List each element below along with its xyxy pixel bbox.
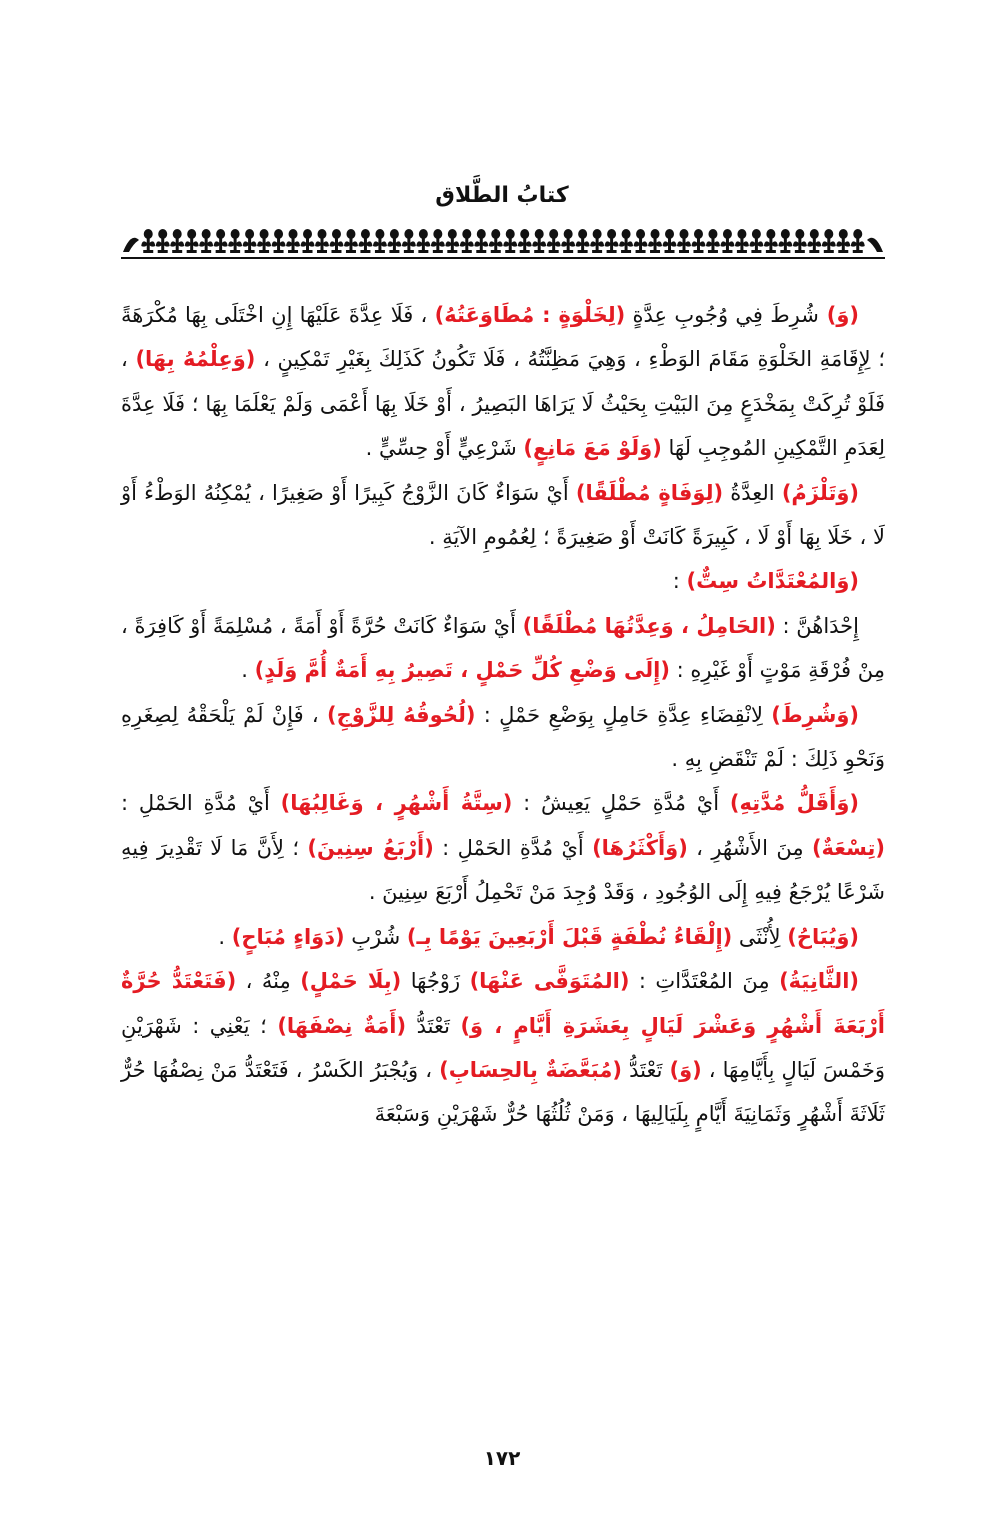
- ornament-motif: [706, 229, 720, 253]
- ornament-motif: [532, 229, 546, 253]
- ornament-motif: [387, 229, 401, 253]
- ornament-motif: [764, 229, 778, 253]
- sharh-text: .: [241, 658, 255, 683]
- ornament-motif: [431, 229, 445, 253]
- ornament-motif: [634, 229, 648, 253]
- ornament-motif: [518, 229, 532, 253]
- ornament-motif: [199, 229, 213, 253]
- ornament-motif: [141, 229, 155, 253]
- ornament-motif: [315, 229, 329, 253]
- sharh-text: لِانْقِضَاءِ عِدَّةِ حَامِلٍ بِوَضْعِ حَمْلٍ :: [475, 702, 772, 727]
- ornament-motif: [243, 229, 257, 253]
- paragraph: [121, 781, 885, 914]
- ornament-motif: [793, 229, 807, 253]
- sharh-text: أَيْ سَوَاءٌ كَانَ الزَّوْجُ كَبِيرًا أَوْ صَغِيرًا ، يُمْكِنُهُ الوَطْءُ أَوْ لَا ، خَلَا بِهَا أَوْ لَا ، كَبِيرَةً كَانَتْ أَوْ صَغِيرَةً ؛ لِعُمُومِ الآيَةِ .: [121, 480, 885, 550]
- sharh-text: أَيْ مُدَّةِ الحَمْلِ :: [433, 835, 593, 860]
- ornament-motif: [474, 229, 488, 253]
- matn-text: (وَعِلْمُهُ بِهَا): [135, 347, 256, 372]
- matn-text: (دَوَاءٍ مُبَاحٍ): [231, 924, 345, 949]
- matn-text: (وَتَلْزَمُ): [781, 480, 859, 505]
- ornament-motif: [822, 229, 836, 253]
- sharh-text: .: [218, 924, 232, 949]
- matn-text: (سِتَّةُ أَشْهُرٍ ، وَغَالِبُهَا): [280, 791, 513, 816]
- matn-text: (لُحُوقُهُ لِلزَّوْجِ): [326, 702, 476, 727]
- sharh-text: ، فَلَا عِدَّةَ عَلَيْهَا إِنِ اخْتَلَى بِهَا مُكْرَهَةً ؛ لِإِقَامَةِ الخَلْوَةِ مَقَامَ الوَطْءِ ، وَهِيَ مَظِنَّتُهُ ، فَلَا تَكُونُ كَذَلِكَ بِغَيْرِ تَمْكِينٍ ،: [121, 303, 885, 372]
- matn-text: (أَرْبَعُ سِنِينَ): [307, 835, 434, 860]
- matn-text: (وَلَوْ مَعَ مَانِعٍ): [523, 436, 662, 461]
- matn-text: (الحَامِلُ ، وَعِدَّتُهَا مُطْلَقًا): [522, 613, 776, 638]
- ornament-motif: [590, 229, 604, 253]
- sharh-text: شُرِطَ فِي وُجُوبِ عِدَّةٍ: [625, 303, 819, 327]
- paragraph: [121, 915, 885, 959]
- matn-text: (وَ): [818, 303, 859, 327]
- ornament-rule: [121, 257, 885, 259]
- matn-text: (إِلْقَاءُ نُطْفَةٍ قَبْلَ أَرْبَعِينَ يَوْمًا بِـ): [406, 924, 733, 949]
- sharh-text: تَعْتَدُّ: [406, 1013, 461, 1038]
- ornament-end-cap: [867, 238, 883, 252]
- paragraph: [121, 293, 885, 471]
- ornament-motif: [677, 229, 691, 253]
- ornament-motif: [358, 229, 372, 253]
- sharh-text: تَعْتَدُّ: [622, 1057, 670, 1082]
- body-text: [121, 293, 885, 1137]
- sharh-text: شُرْبِ: [344, 924, 407, 949]
- ornament-motif: [228, 229, 242, 253]
- ornament-motif: [445, 229, 459, 253]
- ornament-motif: [648, 229, 662, 253]
- matn-text: (وَأَكْثَرُهَا): [592, 835, 688, 860]
- sharh-text: ؛ يَعْنِي : شَهْرَيْنِ وَخَمْسَ لَيَالٍ بِأَيَّامِهَا ،: [121, 1013, 886, 1082]
- ornament-motif: [503, 229, 517, 253]
- sharh-text: إِحْدَاهُنَّ :: [775, 613, 859, 638]
- running-title: كتابُ الطَّلاق: [435, 183, 569, 208]
- paragraph: [121, 693, 885, 782]
- paragraph: [121, 959, 885, 1137]
- ornament-motif: [344, 229, 358, 253]
- sharh-text: :: [672, 569, 687, 594]
- sharh-text: ، فَإِنْ لَمْ يَلْحَقْهُ لِصِغَرِهِ وَنَحْوِ ذَلِكَ : لَمْ تَنْقَضِ بِهِ .: [121, 702, 885, 772]
- matn-text: (الثَّانِيَةُ): [779, 969, 859, 994]
- paragraph: [121, 559, 885, 603]
- ornament-motif: [836, 229, 850, 253]
- ornament-motif: [185, 229, 199, 253]
- ornament-motif: [156, 229, 170, 253]
- sharh-text: مِنَ الأَشْهُرِ ،: [687, 835, 812, 860]
- matn-text: (أَمَةٌ نِصْفَهَا): [277, 1013, 407, 1038]
- matn-text: (وَ): [669, 1057, 702, 1082]
- matn-text: (المُتَوَفَّى عَنْهَا): [469, 969, 630, 994]
- sharh-text: أَيْ مُدَّةِ الحَمْلِ :: [121, 791, 281, 816]
- matn-text: (مُبَعَّضَةٌ بِالحِسَابِ): [439, 1057, 623, 1082]
- sharh-text: ، فَلَوْ تُرِكَتْ بِمَخْدَعٍ مِنَ البَيْتِ بِحَيْثُ لَا يَرَاهَا البَصِيرُ ، أَوْ خَلَا بِهَا أَعْمَى وَلَمْ يَعْلَمَا بِهَا ؛ فَلَا عِدَّةَ لِعَدَمِ التَّمْكِينِ المُوجِبِ لَهَا: [121, 347, 885, 461]
- matn-text: (لِخَلْوَةٍ : مُطَاوَعَتُهُ): [434, 303, 626, 327]
- ornament-motif: [807, 229, 821, 253]
- sharh-text: العِدَّةُ: [723, 480, 782, 505]
- ornament-motif: [460, 229, 474, 253]
- matn-text: (لِوَفَاةٍ مُطْلَقًا): [575, 480, 724, 505]
- ornament-motif: [778, 229, 792, 253]
- ornament-motif: [301, 229, 315, 253]
- ornament-motif: [214, 229, 228, 253]
- paragraph: [121, 471, 885, 560]
- ornament-motif: [402, 229, 416, 253]
- ornament-motif: [576, 229, 590, 253]
- floral-border-ornament-icon: [121, 226, 885, 256]
- ornament-motif: [286, 229, 300, 253]
- sharh-text: لِأُنْثَى: [732, 924, 788, 949]
- matn-text: (وَيُبَاحُ): [787, 924, 859, 949]
- matn-text: (فَتَعْتَدُّ حُرَّةٌ أَرْبَعَةَ أَشْهُرٍ وَعَشْرَ لَيَالٍ بِعَشَرَةِ أَيَّامٍ ، وَ): [121, 969, 885, 1038]
- ornament-motif: [663, 229, 677, 253]
- sharh-text: ، وَيُجْبَرُ الكَسْرُ ، فَتَعْتَدُّ مَنْ نِصْفُهَا حُرٌّ ثَلَاثَةَ أَشْهُرٍ وَثَمَانِيَةَ أَيَّامٍ بِلَيَالِيهَا ، وَمَنْ ثُلُثُهَا حُرٌّ شَهْرَيْنِ وَسَبْعَةَ: [121, 1057, 885, 1127]
- matn-text: (تِسْعَةٌ): [811, 835, 885, 860]
- ornament-motif: [851, 229, 865, 253]
- ornament-motif: [489, 229, 503, 253]
- sharh-text: مِنْهُ ،: [236, 969, 301, 994]
- ornament-motif: [373, 229, 387, 253]
- ornament-motif: [749, 229, 763, 253]
- ornament-motif: [619, 229, 633, 253]
- sharh-text: زَوْجُهَا: [401, 969, 470, 994]
- matn-text: (وَشُرِطَ): [771, 702, 860, 727]
- ornament-motif: [170, 229, 184, 253]
- matn-text: (إِلَى وَضْعِ كُلِّ حَمْلٍ ، تَصِيرُ بِهِ أَمَةٌ أُمَّ وَلَدٍ): [254, 658, 670, 683]
- matn-text: (وَأَقَلُّ مُدَّتِهِ): [729, 791, 859, 816]
- ornament-motif: [257, 229, 271, 253]
- sharh-text: شَرْعِيٍّ أَوْ حِسِّيٍّ .: [365, 436, 524, 461]
- matn-text: (بِلَا حَمْلٍ): [300, 969, 402, 994]
- ornament-motif: [691, 229, 705, 253]
- sharh-text: أَيْ مُدَّةِ حَمْلٍ يَعِيشُ :: [512, 791, 730, 816]
- ornament-motif: [720, 229, 734, 253]
- paragraph: [121, 604, 885, 693]
- ornament-end-cap: [123, 238, 139, 252]
- ornament-motif: [547, 229, 561, 253]
- ornament-motif: [416, 229, 430, 253]
- ornament-motif: [735, 229, 749, 253]
- sharh-text: أَيْ سَوَاءٌ كَانَتْ حُرَّةً أَوْ أَمَةً ، مُسْلِمَةً أَوْ كَافِرَةً ، مِنْ فُرْقَةِ مَوْتٍ أَوْ غَيْرِهِ :: [121, 613, 885, 683]
- ornament-motif: [329, 229, 343, 253]
- ornament-motif: [605, 229, 619, 253]
- sharh-text: مِنَ المُعْتَدَّاتِ :: [629, 969, 780, 994]
- page-number: ١٧٢: [483, 1446, 521, 1470]
- matn-text: (وَالمُعْتَدَّاتُ سِتٌّ): [686, 569, 859, 594]
- sharh-text: ؛ لِأَنَّ مَا لَا تَقْدِيرَ فِيهِ شَرْعًا يُرْجَعُ فِيهِ إِلَى الوُجُودِ ، وَقَدْ وُجِدَ مَنْ تَحْمِلُ أَرْبَعَ سِنِينَ .: [121, 835, 885, 905]
- ornament-motif: [272, 229, 286, 253]
- ornament-motif: [561, 229, 575, 253]
